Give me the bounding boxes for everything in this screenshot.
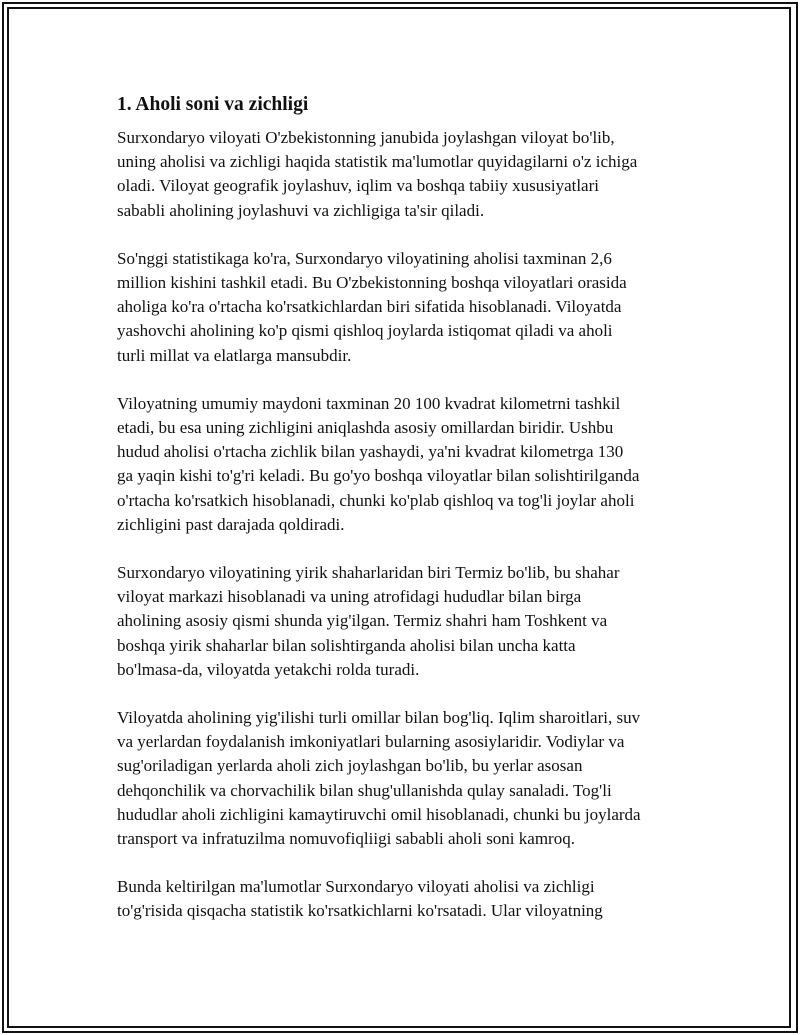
text-line: Viloyatning umumiy maydoni taxminan 20 100 kvadrat kilometrni tashkil — [117, 393, 621, 413]
text-line: va yerlardan foydalanish imkoniyatlari bularning asosiylaridir. Vodiylar va — [117, 732, 625, 752]
paragraph-termiz — [117, 561, 697, 682]
text-line: So'nggi statistikaga ko'ra, Surxondaryo viloyatining aholisi taxminan 2,6 — [117, 248, 612, 268]
text-line: bo'lmasa-da, viloyatda yetakchi rolda turadi. — [117, 659, 420, 679]
text-line: million kishini tashkil etadi. Bu O'zbekistonning boshqa viloyatlari orasida — [117, 273, 627, 293]
text-line: etadi, bu esa uning zichligini aniqlashda asosiy omillardan biridir. Ushbu — [117, 418, 614, 438]
section-heading: 1. Aholi soni va zichligi — [117, 94, 309, 115]
text-line: hududlar aholi zichligini kamaytiruvchi omil hisoblanadi, chunki bu joylarda — [117, 804, 641, 824]
text-line: dehqonchilik va chorvachilik bilan shug'ullanishda qulay sanaladi. Tog'li — [117, 780, 612, 800]
text-line: sababli aholining joylashuvi va zichligiga ta'sir qiladi. — [117, 200, 485, 220]
paragraph-area-density — [117, 392, 697, 537]
paragraph-factors — [117, 706, 697, 851]
text-line: turli millat va elatlarga mansubdir. — [117, 345, 352, 365]
text-line: sug'oriladigan yerlarda aholi zich joylashgan bo'lib, bu yerlar asosan — [117, 756, 583, 776]
text-line: uning aholisi va zichligi haqida statistik ma'lumotlar quyidagilarni o'z ichiga — [117, 152, 638, 172]
text-line: aholiga ko'ra o'rtacha ko'rsatkichlardan biri sifatida hisoblanadi. Viloyatda — [117, 297, 622, 317]
paragraph-summary — [117, 875, 697, 923]
text-line: yashovchi aholining ko'p qismi qishloq joylarda istiqomat qiladi va aholi — [117, 321, 613, 341]
text-line: transport va infratuzilma nomuvofiqliigi sababli aholi soni kamroq. — [117, 829, 575, 849]
document-body — [117, 93, 697, 948]
text-line: viloyat markazi hisoblanadi va uning atrofidagi hududlar bilan birga — [117, 587, 582, 607]
paragraph-population — [117, 247, 697, 368]
text-line: zichligini past darajada qoldiradi. — [117, 514, 345, 534]
text-line: Viloyatda aholining yig'ilishi turli omillar bilan bog'liq. Iqlim sharoitlari, suv — [117, 708, 641, 728]
text-line: Surxondaryo viloyatining yirik shaharlaridan biri Termiz bo'lib, bu shahar — [117, 563, 620, 583]
text-line: hudud aholisi o'rtacha zichlik bilan yashaydi, ya'ni kvadrat kilometrga 130 — [117, 442, 624, 462]
text-line: ga yaqin kishi to'g'ri keladi. Bu go'yo boshqa viloyatlar bilan solishtirilganda — [117, 466, 640, 486]
text-line: boshqa yirik shaharlar bilan solishtirganda aholisi bilan uncha katta — [117, 635, 576, 655]
text-line: o'rtacha ko'rsatkich hisoblanadi, chunki ko'plab qishloq va tog'li joylar aholi — [117, 490, 635, 510]
text-line: to'g'risida qisqacha statistik ko'rsatkichlarni ko'rsatadi. Ular viloyatning — [117, 901, 603, 921]
text-line: aholining asosiy qismi shunda yig'ilgan. Termiz shahri ham Toshkent va — [117, 611, 608, 631]
text-line: Surxondaryo viloyati O'zbekistonning janubida joylashgan viloyat bo'lib, — [117, 128, 615, 147]
text-line: oladi. Viloyat geografik joylashuv, iqlim va boshqa tabiiy xususiyatlari — [117, 176, 599, 196]
paragraph-intro — [117, 126, 697, 223]
text-line: Bunda keltirilgan ma'lumotlar Surxondaryo viloyati aholisi va zichligi — [117, 877, 595, 897]
